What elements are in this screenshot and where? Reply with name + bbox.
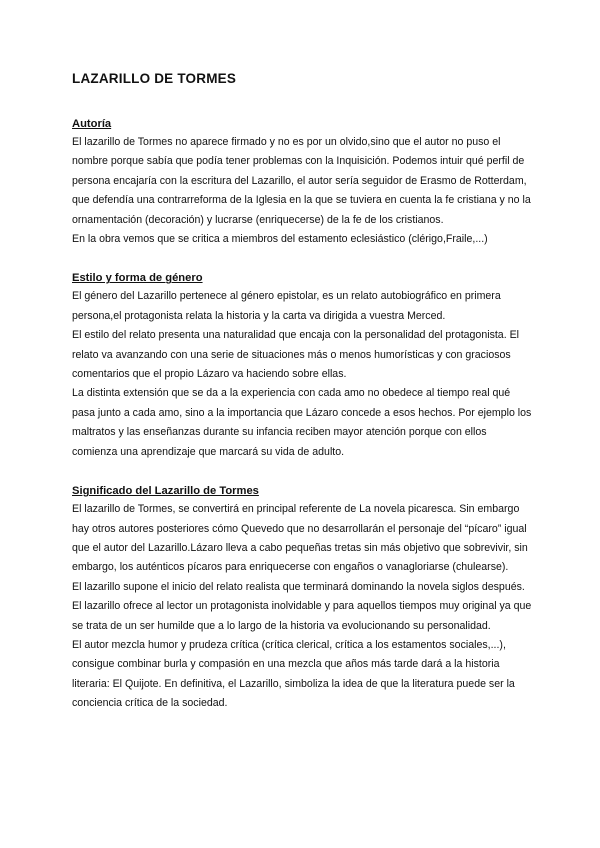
document-title: LAZARILLO DE TORMES [72,71,237,86]
paragraph: En la obra vemos que se critica a miembros del estamento eclesiástico (clérigo,Fraile,...) [72,233,488,246]
paragraph: El género del Lazarillo pertenece al género epistolar, es un relato autobiográfico en primera persona,el protagonista relata la historia y la carta va dirigida a vuestra Merced. [72,290,501,322]
paragraph: El lazarillo de Tormes, se convertirá en principal referente de La novela picaresca. Sin embargo hay otros autores posteriores cómo Quevedo que no desarrollarán el personaje del “pícaro” igual que el autor del Lazarillo.Lázaro lleva a cabo pequeñas tretas sin más objetivo que sobrevivir, sin embargo, los auténticos pícaros para enriquecerse con engaños o vanagloriarse (chulearse). [72,503,528,574]
paragraph: El lazarillo supone el inicio del relato realista que terminará dominando la novela siglos después. El lazarillo ofrece al lector un protagonista inolvidable y para aquellos tiempos muy original ya que se trata de un ser humilde que a lo largo de la historia va evolucionando su personalidad. [72,580,532,632]
document-page [72,70,532,734]
paragraph: El autor mezcla humor y prudeza crítica (crítica clerical, crítica a los estamentos sociales,...), consigue combinar burla y compasión en una mezcla que años más tarde dará a la historia literaria: El Quijote. En definitiva, el Lazarillo, simboliza la idea de que la literatura puede ser la conciencia crítica de la sociedad. [72,638,515,710]
section-autoria [72,115,532,249]
paragraph: El lazarillo de Tormes no aparece firmado y no es por un olvido,sino que el autor no puso el nombre porque sabía que podía tener problemas con la Inquisición. Podemos intuir qué perfil de persona encajaría con la escritura del Lazarillo, el autor sería seguidor de Erasmo de Rotterdam, que defendía una contrarreforma de la Iglesia en la que se tuviera en cuenta la fe cristiana y no la ornamentación (decoración) y lucrarse (enriquecerse) de la fe de los cristianos. [72,136,531,226]
section-heading: Significado del Lazarillo de Tormes [72,485,259,498]
paragraph: La distinta extensión que se da a la experiencia con cada amo no obedece al tiempo real qué pasa junto a cada amo, sino a la importancia que Lázaro concede a esos hechos. Por ejemplo los maltratos y las enseñanzas durante su infancia reciben mayor atención porque con ellos comienza una aprendizaje que marcará su vida de adulto. [72,387,532,458]
section-significado [72,482,532,713]
section-estilo [72,269,532,462]
section-heading: Autoría [72,118,112,130]
section-heading: Estilo y forma de género [72,272,203,285]
paragraph: El estilo del relato presenta una naturalidad que encaja con la personalidad del protagonista. El relato va avanzando con una serie de situaciones más o menos humorísticas y con graciosos comentarios que el propio Lázaro va haciendo sobre ellas. [72,329,520,381]
